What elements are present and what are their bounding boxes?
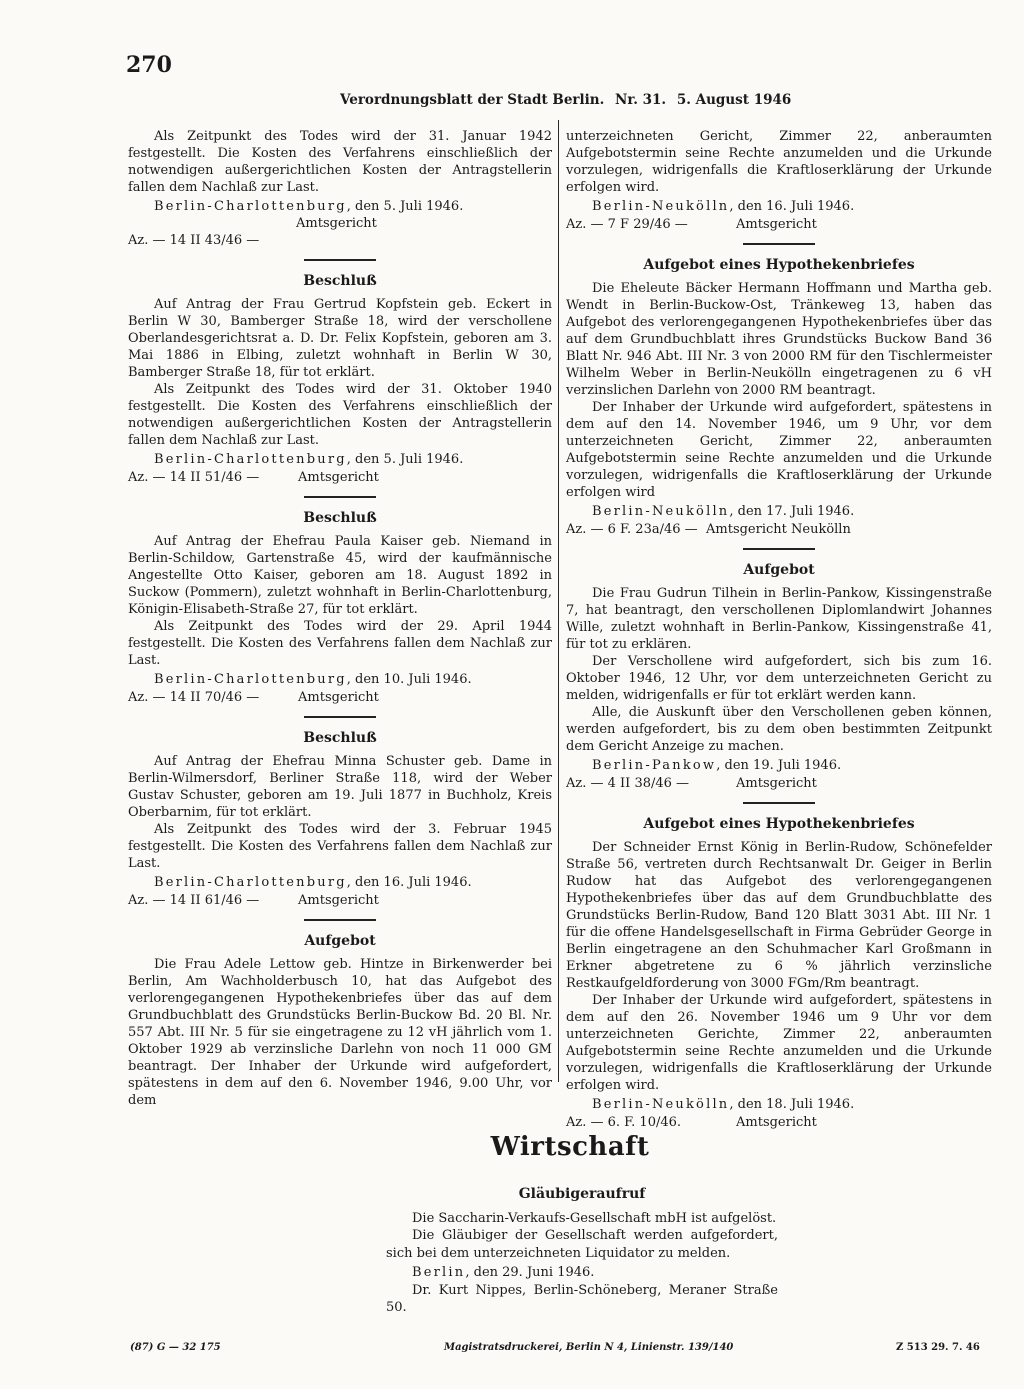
court-name: Amtsgericht (298, 893, 379, 908)
notice-glaeubigeraufruf (386, 1186, 778, 1317)
notice-title: Beschluß (303, 510, 377, 526)
court-name: Amtsgericht (298, 690, 379, 705)
file-reference: Az. — 4 II 38/46 — (566, 776, 690, 791)
notice-paragraph: Auf Antrag der Frau Gertrud Kopfstein geb. Eckert in Berlin W 30, Bamberger Straße 18, wird der verschollene Oberlandesgerichtsrat a. D. Dr. Felix Kopfstein, geboren am 3. Mai 1886 in Elbing, zuletzt wohnhaft in Berlin W 30, Bamberger Straße 18, für tot erklärt. (128, 297, 552, 380)
liquidator-signature: Dr. Kurt Nippes, Berlin-Schöneberg, Meraner Straße 50. (386, 1282, 778, 1315)
section-heading: Wirtschaft (490, 1132, 650, 1162)
notice-place-date: Berlin-Neukölln, den 16. Juli 1946. (592, 199, 855, 214)
notice-place-date: Berlin-Pankow, den 19. Juli 1946. (592, 758, 842, 773)
notice-beschluss-3 (128, 730, 552, 909)
footer-printer: Magistratsdruckerei, Berlin N 4, Linienstr. 139/140 (444, 1342, 734, 1353)
notice-paragraph: unterzeichneten Gericht, Zimmer 22, anberaumten Aufgebotstermin seine Rechte anzumelden und die Urkunde vorzulegen, widrigenfalls die Kraftloserklärung der Urkunde erfolgen wird. (566, 129, 992, 195)
header-issue: Nr. 31. (615, 92, 667, 108)
notice-title: Gläubigeraufruf (518, 1186, 646, 1202)
notice-footer (566, 1114, 992, 1131)
notice-paragraph: Der Inhaber der Urkunde wird aufgefordert, spätestens in dem auf den 14. November 1946, um 9 Uhr, vor dem unterzeichneten Gericht, Zimmer 22, anberaumten Aufgebotstermin seine Rechte anzumelden und die Urkunde vorzulegen, widrigenfalls die Kraftloserklärung der Urkunde erfolgen wird (566, 400, 992, 500)
notice-aufgebot-2 (566, 562, 992, 792)
notice-title: Aufgebot (304, 933, 376, 949)
court-name: Amtsgericht Neukölln (706, 522, 851, 537)
notice-place-date: Berlin-Charlottenburg, den 16. Juli 1946. (154, 875, 472, 890)
notice-paragraph: Auf Antrag der Ehefrau Paula Kaiser geb. Niemand in Berlin-Schildow, Gartenstraße 45, wird der kaufmännische Angestellte Otto Kaiser, geboren am 18. August 1892 in Suckow (Pommern), zuletzt wohnhaft in Berlin-Charlottenburg, Königin-Elisabeth-Straße 27, für tot erklärt. (128, 534, 552, 617)
notice-paragraph: Die Frau Gudrun Tilhein in Berlin-Pankow, Kissingenstraße 7, hat beantragt, den verschollenen Diplomlandwirt Johannes Wille, zuletzt wohnhaft in Berlin-Pankow, Kissingenstraße 41, für tot zu erklären. (566, 586, 992, 652)
section-separator (743, 802, 815, 804)
notice-paragraph: Alle, die Auskunft über den Verschollenen geben können, werden aufgefordert, bis zu dem oben bestimmten Zeitpunkt dem Gericht Anzeige zu machen. (566, 705, 992, 754)
notice-beschluss-2 (128, 510, 552, 706)
notice-aufgebot-1 (128, 933, 552, 1109)
court-name: Amtsgericht (736, 1115, 817, 1130)
notice-paragraph: Der Inhaber der Urkunde wird aufgefordert, spätestens in dem auf den 26. November 1946 um 9 Uhr vor dem unterzeichneten Gerichte, Zimmer 22, anberaumten Aufgebotstermin seine Rechte anzumelden und die Urkunde vorzulegen, widrigenfalls die Kraftloserklärung der Urkunde erfolgen wird. (566, 993, 992, 1093)
notice-title: Aufgebot eines Hypothekenbriefes (643, 816, 915, 832)
page-header (340, 92, 792, 108)
notice-title: Aufgebot (743, 562, 815, 578)
notice-place-date: Berlin-Charlottenburg, den 5. Juli 1946. (154, 452, 464, 467)
notice-place-date: Berlin-Neukölln, den 17. Juli 1946. (592, 504, 855, 519)
file-reference: Az. — 6 F. 23a/46 — (566, 522, 698, 537)
notice-paragraph: Der Schneider Ernst König in Berlin-Rudow, Schönefelder Straße 56, vertreten durch Rechtsanwalt Dr. Geiger in Berlin Rudow hat das Aufgebot des verlorengegangenen Hypothekenbriefes über das auf dem Grundbuchblatte des Grundstücks Berlin-Rudow, Band 120 Blatt 3031 Abt. III Nr. 1 für die offene Handelsgesellschaft in Firma Gebrüder George in Berlin eingetragene an den Schuhmacher Karl Großmann in Erkner abgetretene zu 6 % jährlich verzinsliche Restkaufgeldforderung von 3000 FGm/Rm beantragt. (566, 840, 992, 991)
header-title: Verordnungsblatt der Stadt Berlin. (340, 92, 605, 108)
file-reference: Az. — 6. F. 10/46. (566, 1115, 682, 1130)
notice-footer (128, 892, 552, 909)
court-name: Amtsgericht (296, 216, 377, 231)
notice-beschluss-1 (128, 273, 552, 486)
notice-paragraph: Die Gläubiger der Gesellschaft werden aufgefordert, sich bei dem unterzeichneten Liquidator zu melden. (386, 1228, 778, 1261)
notice-paragraph: Die Eheleute Bäcker Hermann Hoffmann und Martha geb. Wendt in Berlin-Buckow-Ost, Tränkeweg 13, haben das Aufgebot des verlorengegangenen Hypothekenbriefes über das auf dem Grundbuchblatt ihres Grundstücks Buckow Band 36 Blatt Nr. 946 Abt. III Nr. 3 von 2000 RM für den Tischlermeister Wilhelm Weber in Berlin-Neukölln eingetragenen zu 6 vH verzinslichen Darlehn von 2000 RM beantragt. (566, 281, 992, 398)
notice-footer (566, 775, 992, 792)
notice-footer (566, 521, 992, 538)
footer-print-code: (87) G — 32 175 (130, 1342, 221, 1353)
notice-continued (128, 128, 552, 249)
notice-paragraph: Als Zeitpunkt des Todes wird der 3. Februar 1945 festgestellt. Die Kosten des Verfahrens fallen dem Nachlaß zur Last. (128, 822, 552, 871)
section-separator (743, 548, 815, 550)
footer-release: Z 513 29. 7. 46 (896, 1342, 980, 1353)
notice-paragraph: Als Zeitpunkt des Todes wird der 29. April 1944 festgestellt. Die Kosten des Verfahrens fallen dem Nachlaß zur Last. (128, 619, 552, 668)
file-reference: Az. — 14 II 51/46 — (128, 470, 260, 485)
file-reference: Az. — 14 II 70/46 — (128, 690, 260, 705)
notice-place-date: Berlin-Charlottenburg, den 10. Juli 1946. (154, 672, 472, 687)
notice-paragraph: Auf Antrag der Ehefrau Minna Schuster geb. Dame in Berlin-Wilmersdorf, Berliner Straße 118, wird der Weber Gustav Schuster, geboren am 19. Juli 1877 in Buchholz, Kreis Oberbarnim, für tot erklärt. (128, 754, 552, 820)
notice-footer (128, 469, 552, 486)
notice-footer (128, 689, 552, 706)
court-name: Amtsgericht (298, 470, 379, 485)
notice-paragraph: Der Verschollene wird aufgefordert, sich bis zum 16. Oktober 1946, 12 Uhr, vor dem unterzeichneten Gericht zu melden, widrigenfalls er für tot erklärt werden kann. (566, 654, 992, 703)
section-separator (304, 496, 376, 498)
notice-title: Aufgebot eines Hypothekenbriefes (643, 257, 915, 273)
notice-place-date: Berlin, den 29. Juni 1946. (412, 1265, 595, 1280)
court-name: Amtsgericht (736, 776, 817, 791)
notice-footer (566, 216, 992, 233)
section-separator (304, 919, 376, 921)
header-date: 5. August 1946 (676, 92, 792, 108)
notice-hypothekenbrief-1 (566, 257, 992, 538)
file-reference: Az. — 7 F 29/46 — (566, 217, 688, 232)
notice-hypothekenbrief-2 (566, 816, 992, 1131)
column-rule (558, 120, 559, 1082)
notice-continued-right (566, 128, 992, 233)
notice-title: Beschluß (303, 730, 377, 746)
notice-title: Beschluß (303, 273, 377, 289)
page-number: 270 (126, 52, 172, 78)
left-column (128, 128, 552, 1109)
notice-paragraph: Die Frau Adele Lettow geb. Hintze in Birkenwerder bei Berlin, Am Wachholderbusch 10, hat das Aufgebot des verlorengegangenen Hypothekenbriefes über das auf dem Grundbuchblatt des Grundstücks Berlin-Buckow Bd. 20 Bl. Nr. 557 Abt. III Nr. 5 für sie eingetragene zu 12 vH jährlich vom 1. Oktober 1929 ab verzinsliche Darlehn von noch 11 000 GM beantragt. Der Inhaber der Urkunde wird aufgefordert, spätestens in dem auf den 6. November 1946, 9.00 Uhr, vor dem (128, 957, 552, 1108)
notice-paragraph: Die Saccharin-Verkaufs-Gesellschaft mbH ist aufgelöst. (412, 1210, 777, 1226)
notice-paragraph: Als Zeitpunkt des Todes wird der 31. Oktober 1940 festgestellt. Die Kosten des Verfahrens einschließlich der notwendigen außergerichtlichen Kosten der Antragstellerin fallen dem Nachlaß zur Last. (128, 382, 552, 448)
notice-paragraph: Als Zeitpunkt des Todes wird der 31. Januar 1942 festgestellt. Die Kosten des Verfahrens einschließlich der notwendigen außergerichtlichen Kosten der Antragstellerin fallen dem Nachlaß zur Last. (128, 129, 552, 195)
notice-place-date: Berlin-Neukölln, den 18. Juli 1946. (592, 1097, 855, 1112)
right-column (566, 128, 992, 1131)
file-reference: Az. — 14 II 43/46 — (128, 233, 260, 248)
notice-place-date: Berlin-Charlottenburg, den 5. Juli 1946. (154, 199, 464, 214)
court-name: Amtsgericht (736, 217, 817, 232)
section-separator (304, 716, 376, 718)
file-reference: Az. — 14 II 61/46 — (128, 893, 260, 908)
section-separator (743, 243, 815, 245)
section-separator (304, 259, 376, 261)
